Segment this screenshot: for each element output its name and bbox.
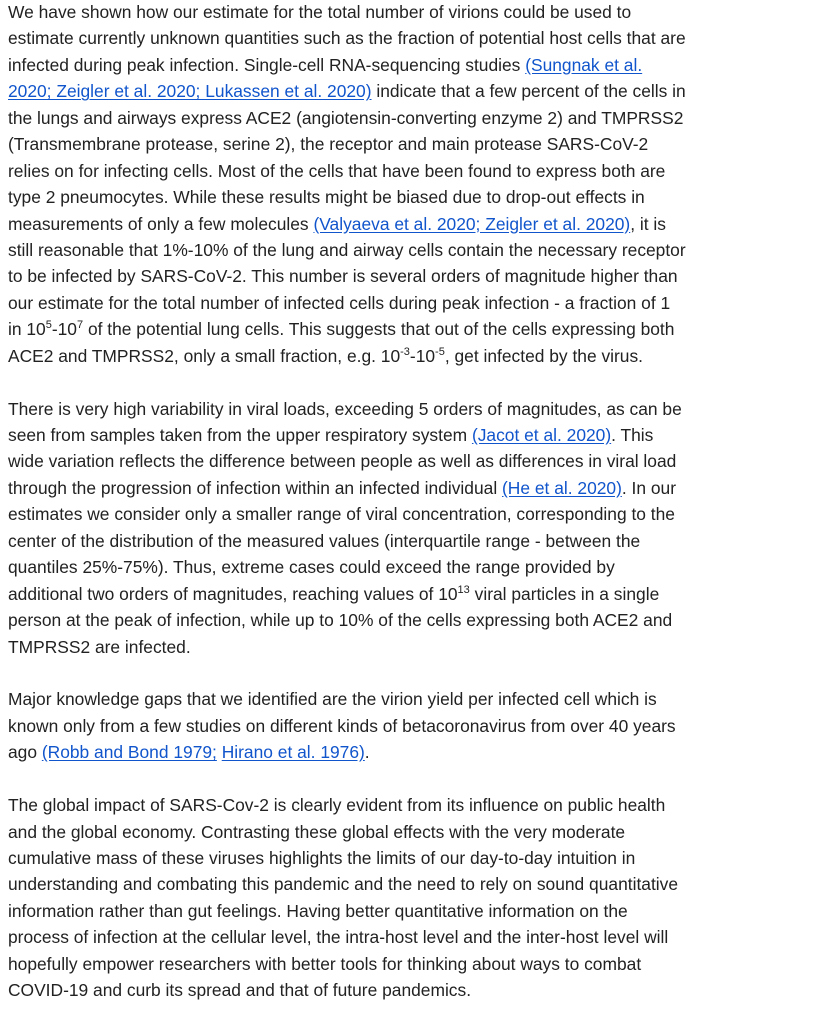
text-line <box>8 819 808 845</box>
text-line <box>8 78 808 104</box>
text: ACE2 and TMPRSS2, only a small fraction, e.g. 10 <box>8 345 401 366</box>
text: , it is <box>630 213 666 234</box>
text: information rather than gut feelings. Having better quantitative information on the <box>8 900 628 921</box>
text-line <box>8 105 808 131</box>
text-line <box>8 554 808 580</box>
text-line <box>8 977 808 1003</box>
text: estimate currently unknown quantities such as the fraction of potential host cells that are <box>8 28 686 49</box>
text: infected during peak infection. Single-cell RNA-sequencing studies <box>8 54 526 75</box>
text-line <box>8 263 808 289</box>
paragraph-knowledge-gaps <box>8 686 808 765</box>
text: measurements of only a few molecules <box>8 213 314 234</box>
text-line <box>8 25 808 51</box>
text-line <box>8 422 808 448</box>
text: still reasonable that 1%-10% of the lung and airway cells contain the necessary receptor <box>8 239 686 260</box>
text: . <box>364 742 370 763</box>
text-line <box>8 211 808 237</box>
superscript-exponent: 5 <box>45 319 52 332</box>
citation-link-valyaeva[interactable]: (Valyaeva et al. 2020; Zeigler et al. 2020) <box>313 213 631 234</box>
text: estimates we consider only a smaller range of viral concentration, corresponding to the <box>8 504 675 525</box>
text: additional two orders of magnitudes, reaching values of 10 <box>8 583 458 604</box>
text-line <box>8 448 808 474</box>
text-line <box>8 475 808 501</box>
text: indicate that a few percent of the cells in <box>371 81 686 102</box>
text-line <box>8 713 808 739</box>
text: COVID-19 and curb its spread and that of future pandemics. <box>8 980 472 1001</box>
text: our estimate for the total number of infected cells during peak infection - a fraction of 1 <box>8 292 671 313</box>
superscript-exponent: -5 <box>435 345 445 358</box>
text: wide variation reflects the difference between people as well as differences in viral load <box>8 451 677 472</box>
text: in 10 <box>8 319 46 340</box>
text: of the potential lung cells. This suggests that out of the cells expressing both <box>83 319 675 340</box>
text-line <box>8 607 808 633</box>
text-line <box>8 343 808 369</box>
text-line <box>8 871 808 897</box>
text: relies on for infecting cells. Most of the cells that have been found to express both are <box>8 160 666 181</box>
text: person at the peak of infection, while up to 10% of the cells expressing both ACE2 and <box>8 610 673 631</box>
text: Major knowledge gaps that we identified are the virion yield per infected cell which is <box>8 689 657 710</box>
text: . This <box>611 425 654 445</box>
text-line <box>8 131 808 157</box>
text-line <box>8 739 808 765</box>
text: seen from samples taken from the upper respiratory system <box>8 425 472 445</box>
paragraph-global-impact <box>8 792 808 1004</box>
text-line <box>8 792 808 818</box>
text-line <box>8 845 808 871</box>
text-line <box>8 634 808 660</box>
superscript-exponent: 7 <box>76 319 84 332</box>
text-line <box>8 52 808 78</box>
text-line <box>8 924 808 950</box>
text: , get infected by the virus. <box>444 345 643 366</box>
text: ago <box>8 742 42 763</box>
superscript-exponent: -3 <box>400 345 410 358</box>
text: type 2 pneumocytes. While these results might be biased due to drop-out effects in <box>8 187 645 208</box>
text: cumulative mass of these viruses highlights the limits of our day-to-day intuition in <box>8 848 636 868</box>
citation-link-sungnak-1[interactable]: (Sungnak et al. <box>525 54 643 75</box>
text: through the progression of infection within an infected individual <box>8 477 503 498</box>
text-line <box>8 0 808 25</box>
paragraph-virion-estimate <box>8 0 808 369</box>
text: There is very high variability in viral loads, exceeding 5 orders of magnitudes, as can be <box>8 398 682 419</box>
text: (Transmembrane protease, serine 2), the receptor and main protease SARS-CoV-2 <box>8 134 649 155</box>
text-line <box>8 184 808 210</box>
text-line <box>8 898 808 924</box>
text: . In our <box>621 477 677 498</box>
text: We have shown how our estimate for the total number of virions could be used to <box>8 2 632 22</box>
text: quantiles 25%-75%). Thus, extreme cases could exceed the range provided by <box>8 557 615 578</box>
text: known only from a few studies on different kinds of betacoronavirus from over 40 years <box>8 715 676 736</box>
text: hopefully empower researchers with better tools for thinking about ways to combat <box>8 953 642 974</box>
citation-link-hirano[interactable]: Hirano et al. 1976) <box>221 742 365 763</box>
text: -10 <box>409 345 436 366</box>
text: the lungs and airways express ACE2 (angiotensin-converting enzyme 2) and TMPRSS2 <box>8 107 684 128</box>
text: to be infected by SARS-CoV-2. This number is several orders of magnitude higher than <box>8 266 678 287</box>
paragraph-viral-load-variability <box>8 396 808 660</box>
text-line <box>8 951 808 977</box>
text: and the global economy. Contrasting these global effects with the very moderate <box>8 821 626 842</box>
citation-link-he[interactable]: (He et al. 2020) <box>502 477 622 498</box>
text: viral particles in a single <box>469 583 660 604</box>
text-line <box>8 501 808 527</box>
citation-link-robb-bond[interactable]: (Robb and Bond 1979; <box>41 742 217 763</box>
citation-link-jacot[interactable]: (Jacot et al. 2020) <box>471 425 612 445</box>
text-line <box>8 528 808 554</box>
text-line <box>8 237 808 263</box>
text: The global impact of SARS-Cov-2 is clearly evident from its influence on public health <box>8 795 666 816</box>
text-line <box>8 581 808 607</box>
text-line <box>8 290 808 316</box>
superscript-exponent: 13 <box>457 583 470 596</box>
text: center of the distribution of the measured values (interquartile range - between the <box>8 530 641 551</box>
citation-link-sungnak-2[interactable]: 2020; Zeigler et al. 2020; Lukassen et al. 2020) <box>8 81 372 102</box>
text: process of infection at the cellular level, the intra-host level and the inter-host level will <box>8 927 669 948</box>
text-line <box>8 158 808 184</box>
text-line <box>8 316 808 342</box>
text: -10 <box>51 319 77 340</box>
text: TMPRSS2 are infected. <box>8 636 191 657</box>
text: understanding and combating this pandemic and the need to rely on sound quantitative <box>8 874 679 895</box>
text-line <box>8 686 808 712</box>
text-line <box>8 396 808 422</box>
